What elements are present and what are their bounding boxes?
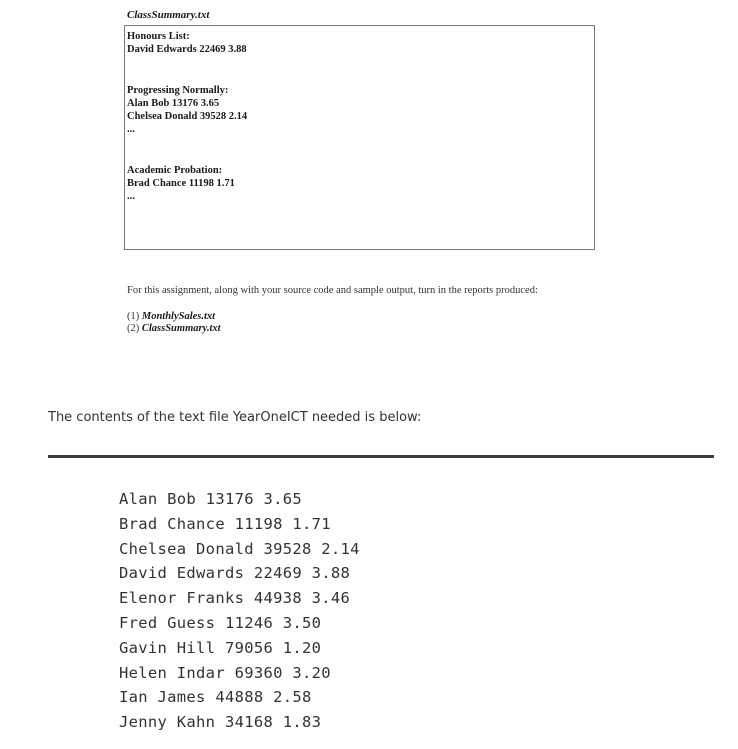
- summary-box: [124, 25, 595, 250]
- progressing-section: [127, 84, 592, 136]
- honours-section: [127, 30, 592, 56]
- record-line: Helen Indar 69360 3.20: [119, 663, 331, 682]
- summary-line: Progressing Normally:: [127, 85, 229, 96]
- summary-line: Honours List:: [127, 31, 190, 42]
- assignment-instructions: For this assignment, along with your source code and sample output, turn in the reports produced:: [127, 285, 538, 296]
- summary-line: Alan Bob 13176 3.65: [127, 98, 220, 109]
- report-number: (1): [127, 311, 140, 322]
- contents-note: The contents of the text file YearOneICT needed is below:: [48, 410, 422, 425]
- record-line: Jenny Kahn 34168 1.83: [119, 713, 322, 732]
- summary-line: ...: [127, 191, 135, 202]
- divider: [48, 455, 714, 458]
- record-line: Gavin Hill 79056 1.20: [119, 638, 322, 657]
- report-list: [127, 311, 221, 335]
- record-line: Chelsea Donald 39528 2.14: [119, 539, 360, 558]
- record-line: David Edwards 22469 3.88: [119, 564, 351, 583]
- summary-line: Chelsea Donald 39528 2.14: [127, 111, 248, 122]
- record-line: Elenor Franks 44938 3.46: [119, 589, 351, 608]
- report-item: [127, 323, 221, 335]
- summary-line: Brad Chance 11198 1.71: [127, 178, 235, 189]
- summary-line: David Edwards 22469 3.88: [127, 44, 247, 55]
- summary-line: Academic Probation:: [127, 165, 223, 176]
- record-line: Ian James 44888 2.58: [119, 688, 312, 707]
- report-filename: MonthlySales.txt: [141, 311, 216, 322]
- record-line: Brad Chance 11198 1.71: [119, 514, 331, 533]
- record-line: Alan Bob 13176 3.65: [119, 490, 303, 508]
- record-line: Fred Guess 11246 3.50: [119, 613, 322, 632]
- summary-line: ...: [127, 124, 135, 135]
- report-filename: ClassSummary.txt: [141, 323, 221, 334]
- report-item: [127, 311, 221, 323]
- probation-section: [127, 164, 592, 203]
- summary-file-caption: ClassSummary.txt: [127, 9, 210, 21]
- record-list: [119, 487, 360, 735]
- report-number: (2): [127, 323, 140, 334]
